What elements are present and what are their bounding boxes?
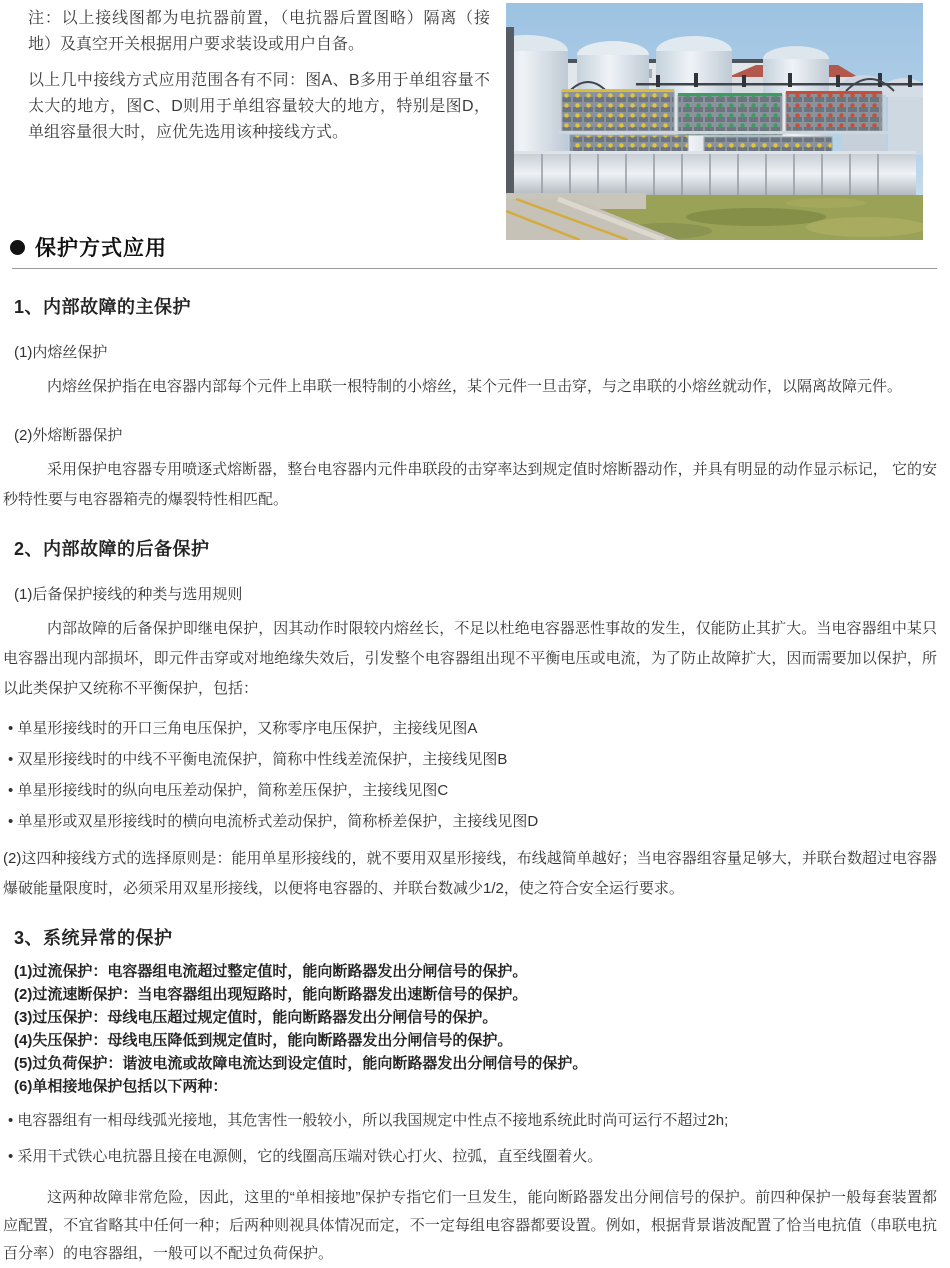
list-item: • 电容器组有一相母线弧光接地，其危害性一般较小，所以我国规定中性点不接地系统此时尚可运行不超过2h; <box>8 1112 729 1129</box>
list-item: • 采用干式铁心电抗器且接在电源侧，它的线圈高压端对铁心打火、拉弧，直至线圈着火。 <box>8 1148 603 1165</box>
list-item: • 单星形接线时的开口三角电压保护，又称零序电压保护，主接线见图A <box>8 720 478 737</box>
protection-item: (3)过压保护：母线电压超过规定值时，能向断路器发出分闸信号的保护。 <box>14 1009 498 1026</box>
s2-label-1: (1)后备保护接线的种类与选用规则 <box>14 586 243 603</box>
protection-item: (2)过流速断保护：当电容器组出现短路时，能向断路器发出速断信号的保护。 <box>14 986 528 1003</box>
list-item: • 单星形或双星形接线时的横向电流桥式差动保护，简称桥差保护，主接线见图D <box>8 813 539 830</box>
section-divider <box>12 268 937 269</box>
subsection-1-title: 1、内部故障的主保护 <box>14 297 192 317</box>
substation-photo <box>506 3 923 240</box>
subsection-2-title: 2、内部故障的后备保护 <box>14 539 210 559</box>
notes-block <box>28 6 490 156</box>
s1-paragraph-2: 采用保护电容器专用喷逐式熔断器，整台电容器内元件串联段的击穿率达到规定值时熔断器动作，并具有明显的动作显示标记， 它的安秒特性要与电容器箱壳的爆裂特性相匹配。 <box>3 461 937 508</box>
s1-paragraph-1: 内熔丝保护指在电容器内部每个元件上串联一根特制的小熔丝，某个元件一旦击穿，与之串联的小熔丝就动作，以隔离故障元件。 <box>47 378 903 395</box>
note-paragraph: 注：以上接线图都为电抗器前置，（电抗器后置图略）隔离（接地）及真空开关根据用户要求装设或用户自备。 <box>28 10 490 53</box>
s1-label-2: (2)外熔断器保护 <box>14 427 123 444</box>
substation-photo-illustration <box>506 3 923 240</box>
system-protection-items <box>14 964 937 1094</box>
list-item: • 双星形接线时的中线不平衡电流保护，简称中性线差流保护，主接线见图B <box>8 751 508 768</box>
top-area <box>0 0 950 228</box>
protection-wiring-list <box>8 720 937 830</box>
protection-item: (5)过负荷保护：谐波电流或故障电流达到设定值时，能向断路器发出分闸信号的保护。 <box>14 1055 588 1072</box>
protection-item: (1)过流保护：电容器组电流超过整定值时，能向断路器发出分闸信号的保护。 <box>14 963 528 980</box>
s2-paragraph-2: (2)这四种接线方式的选择原则是：能用单星形接线的，就不要用双星形接线，布线越简单越好；当电容器组容量足够大，并联台数超过电容器爆破能量限度时，必须采用双星形接线，以便将电容器的、并联台数减少1/2，使之符合安全运行要求。 <box>3 850 937 897</box>
s2-paragraph-1: 内部故障的后备保护即继电保护，因其动作时限较内熔丝长，不足以杜绝电容器恶性事故的发生，仅能防止其扩大。当电容器组中某只电容器出现内部损坏，即元件击穿或对地绝缘失效后，引发整个电容器组出现不平衡电压或电流，为了防止故障扩大，因而需要加以保护，所以此类保护又统称不平衡保护，包括： <box>3 620 937 697</box>
note-paragraph: 以上几中接线方式应用范围各有不同：图A、B多用于单组容量不太大的地方，图C、D则用于单组容量较大的地方，特别是图D，单组容量很大时，应优先选用该种接线方式。 <box>28 72 490 141</box>
protection-item: (4)失压保护：母线电压降低到规定值时，能向断路器发出分闸信号的保护。 <box>14 1032 513 1049</box>
closing-paragraph: 这两种故障非常危险，因此，这里的“单相接地”保护专指它们一旦发生，能向断路器发出分闸信号的保护。前四种保护一般每套装置都应配置，不宜省略其中任何一种；后两种则视具体情况而定，不一定每组电容器都要设置。例如，根据背景谐波配置了恰当电抗值（串联电抗百分率）的电容器组，一般可以不配过负荷保护。 <box>3 1189 937 1262</box>
ground-fault-list <box>8 1112 937 1165</box>
list-item: • 单星形接线时的纵向电压差动保护，简称差压保护，主接线见图C <box>8 782 449 799</box>
s1-label-1: (1)内熔丝保护 <box>14 344 108 361</box>
section-title: 保护方式应用 <box>35 237 167 260</box>
protection-item: (6)单相接地保护包括以下两种： <box>14 1078 228 1095</box>
section-bullet-icon <box>10 240 25 255</box>
subsection-3-title: 3、系统异常的保护 <box>14 928 173 948</box>
